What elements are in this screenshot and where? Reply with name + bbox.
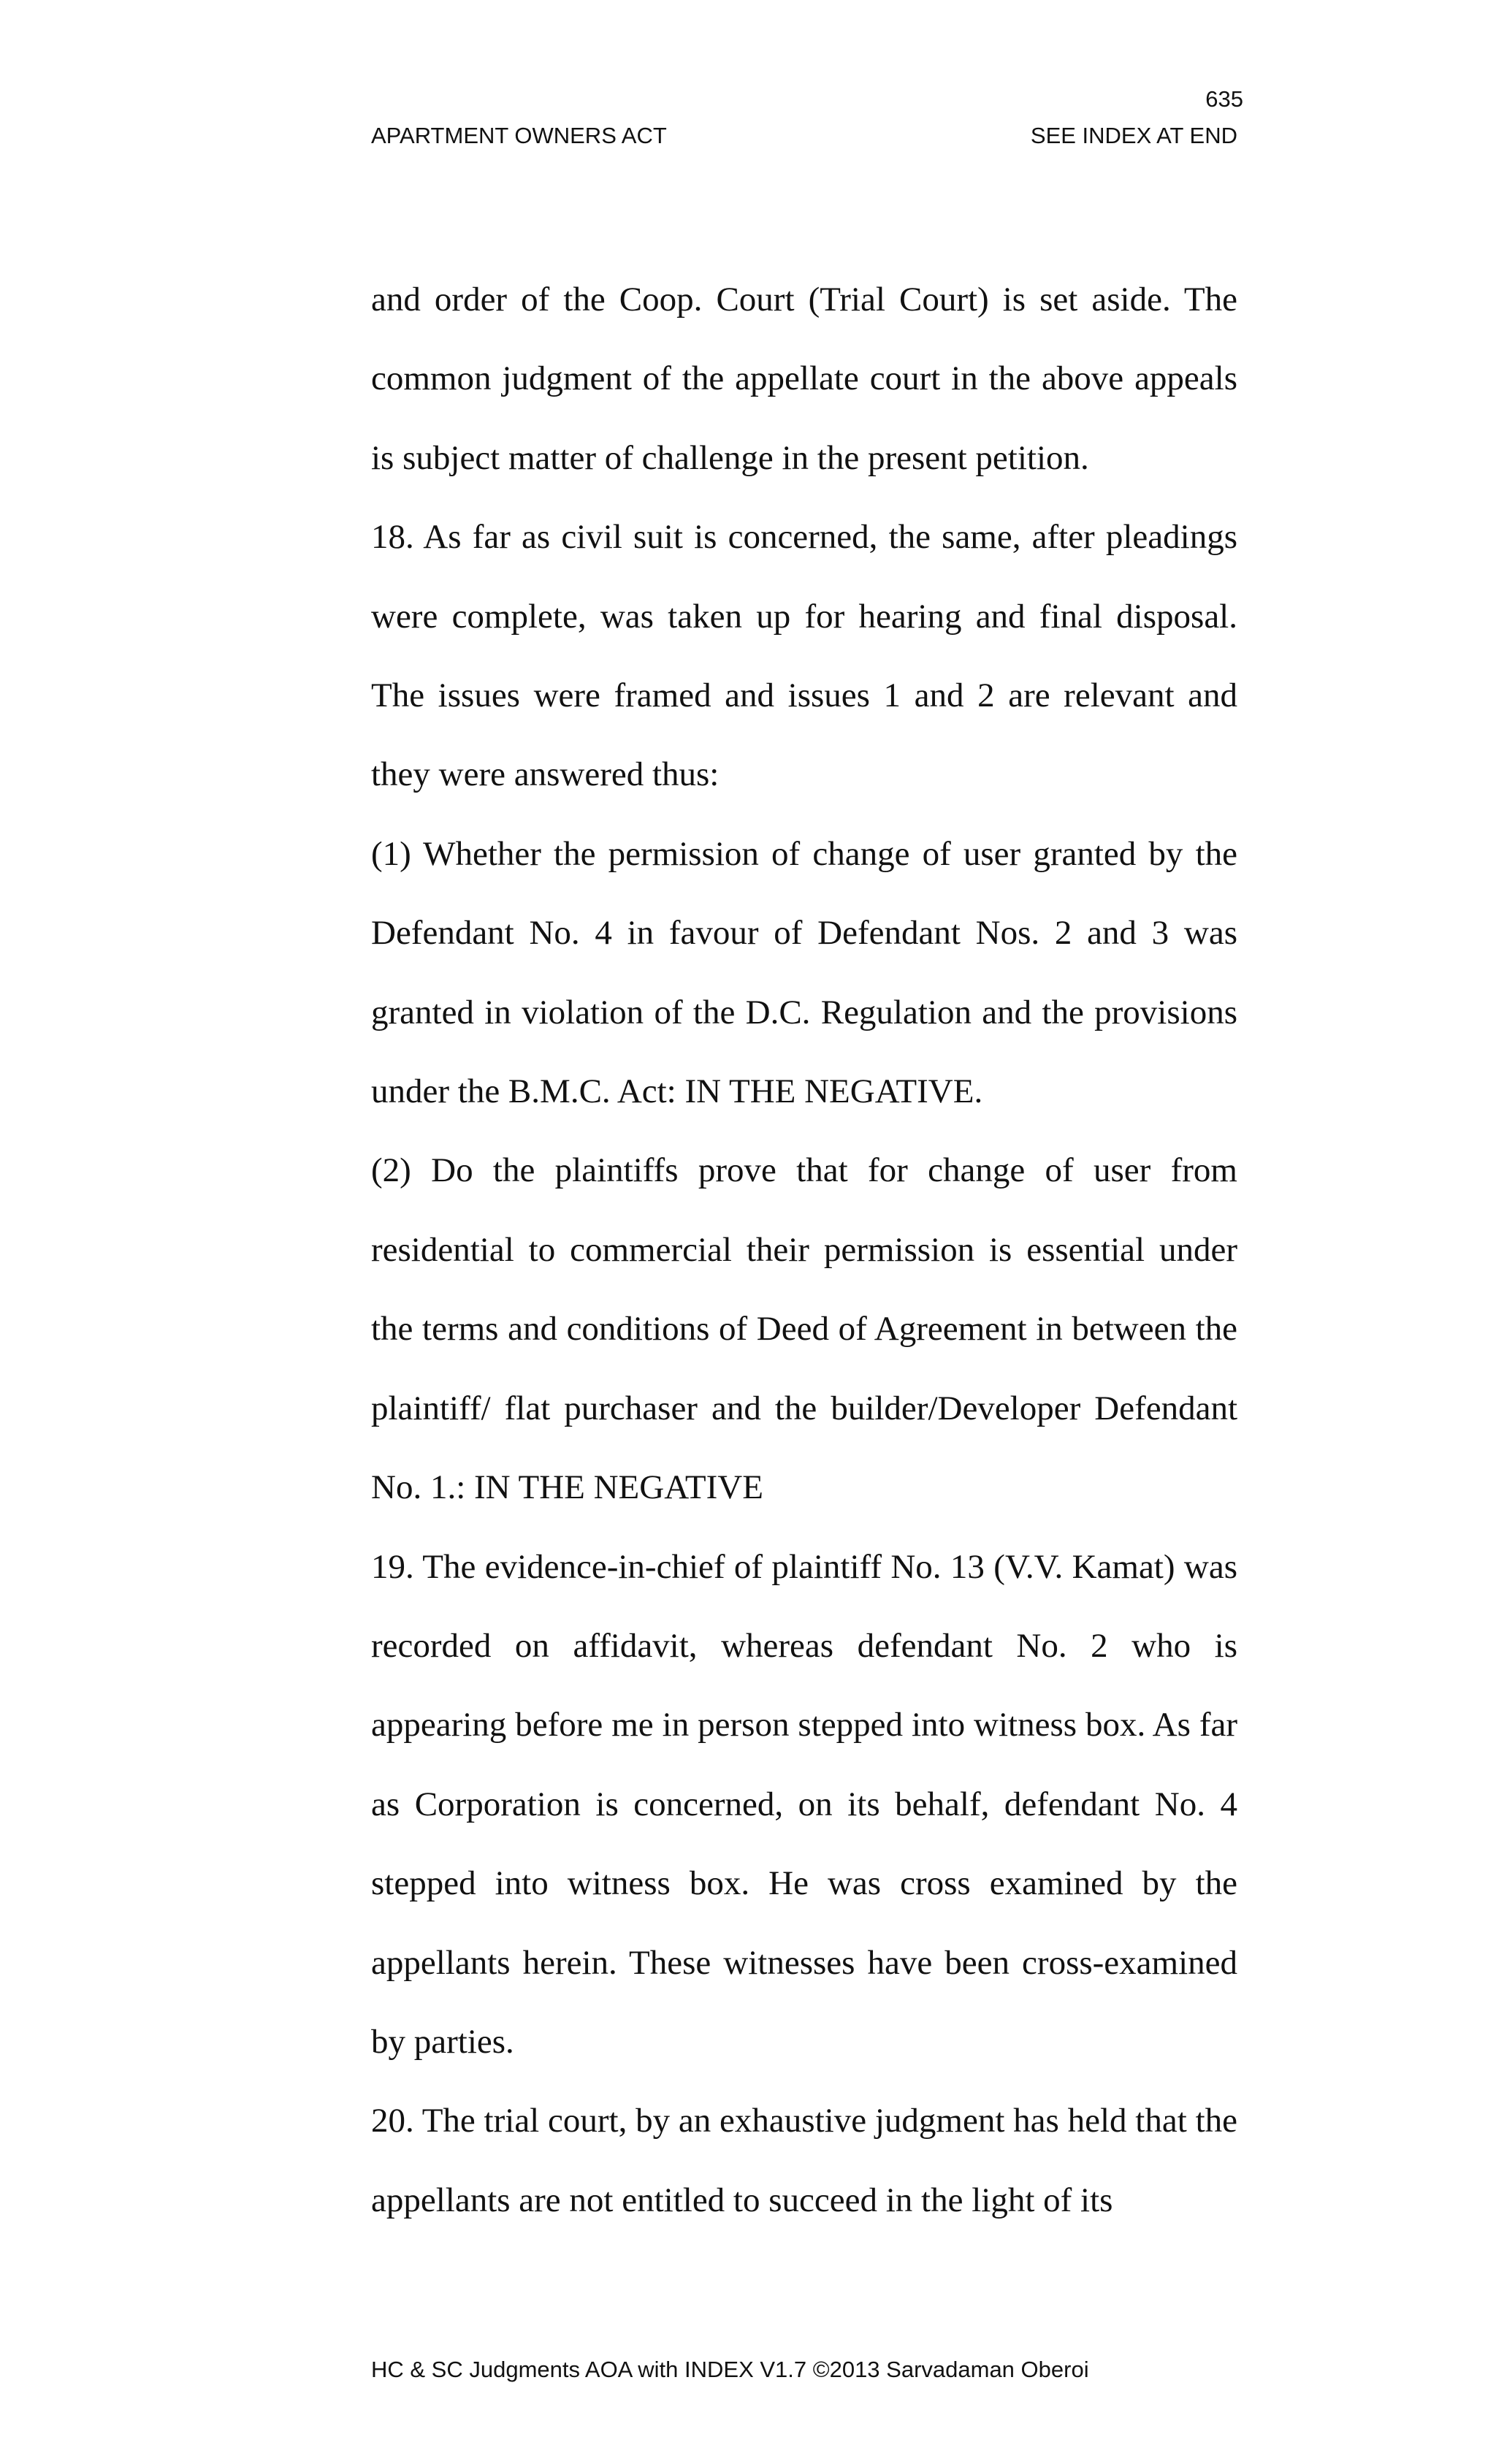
running-header (371, 124, 1237, 147)
paragraph: 19. The evidence-in-chief of plaintiff No. 13 (V.V. Kamat) was recorded on affidavit, whereas defendant No. 2 who is appearing before me in person stepped into witness box. As far as Corporation is concerned, on its behalf, defendant No. 4 stepped into witness box. He was cross examined by the appellants herein. These witnesses have been cross-examined by parties. (371, 1547, 1237, 2061)
judgment-body (371, 260, 1237, 2240)
header-left-title: APARTMENT OWNERS ACT (371, 123, 667, 148)
paragraph: (2) Do the plaintiffs prove that for change of user from residential to commercial their permission is essential under the terms and conditions of Deed of Agreement in between the plaintiff/ flat purchaser and the builder/Developer Defendant No. 1.: IN THE NEGATIVE (371, 1151, 1237, 1507)
page-number: 635 (1205, 86, 1243, 112)
page-footer: HC & SC Judgments AOA with INDEX V1.7 ©2013 Sarvadaman Oberoi (371, 2357, 1089, 2382)
paragraph: 20. The trial court, by an exhaustive judgment has held that the appellants are not entitled to succeed in the light of its (371, 2102, 1237, 2219)
header-right-title: SEE INDEX AT END (1030, 123, 1237, 148)
paragraph: and order of the Coop. Court (Trial Court) is set aside. The common judgment of the appellate court in the above appeals is subject matter of challenge in the present petition. (371, 281, 1237, 477)
paragraph: (1) Whether the permission of change of user granted by the Defendant No. 4 in favour of Defendant Nos. 2 and 3 was granted in violation of the D.C. Regulation and the provisions under the B.M.C. Act: IN THE NEGATIVE. (371, 834, 1237, 1111)
paragraph: 18. As far as civil suit is concerned, the same, after pleadings were complete, was taken up for hearing and final disposal. The issues were framed and issues 1 and 2 are relevant and they were answered thus: (371, 518, 1237, 794)
